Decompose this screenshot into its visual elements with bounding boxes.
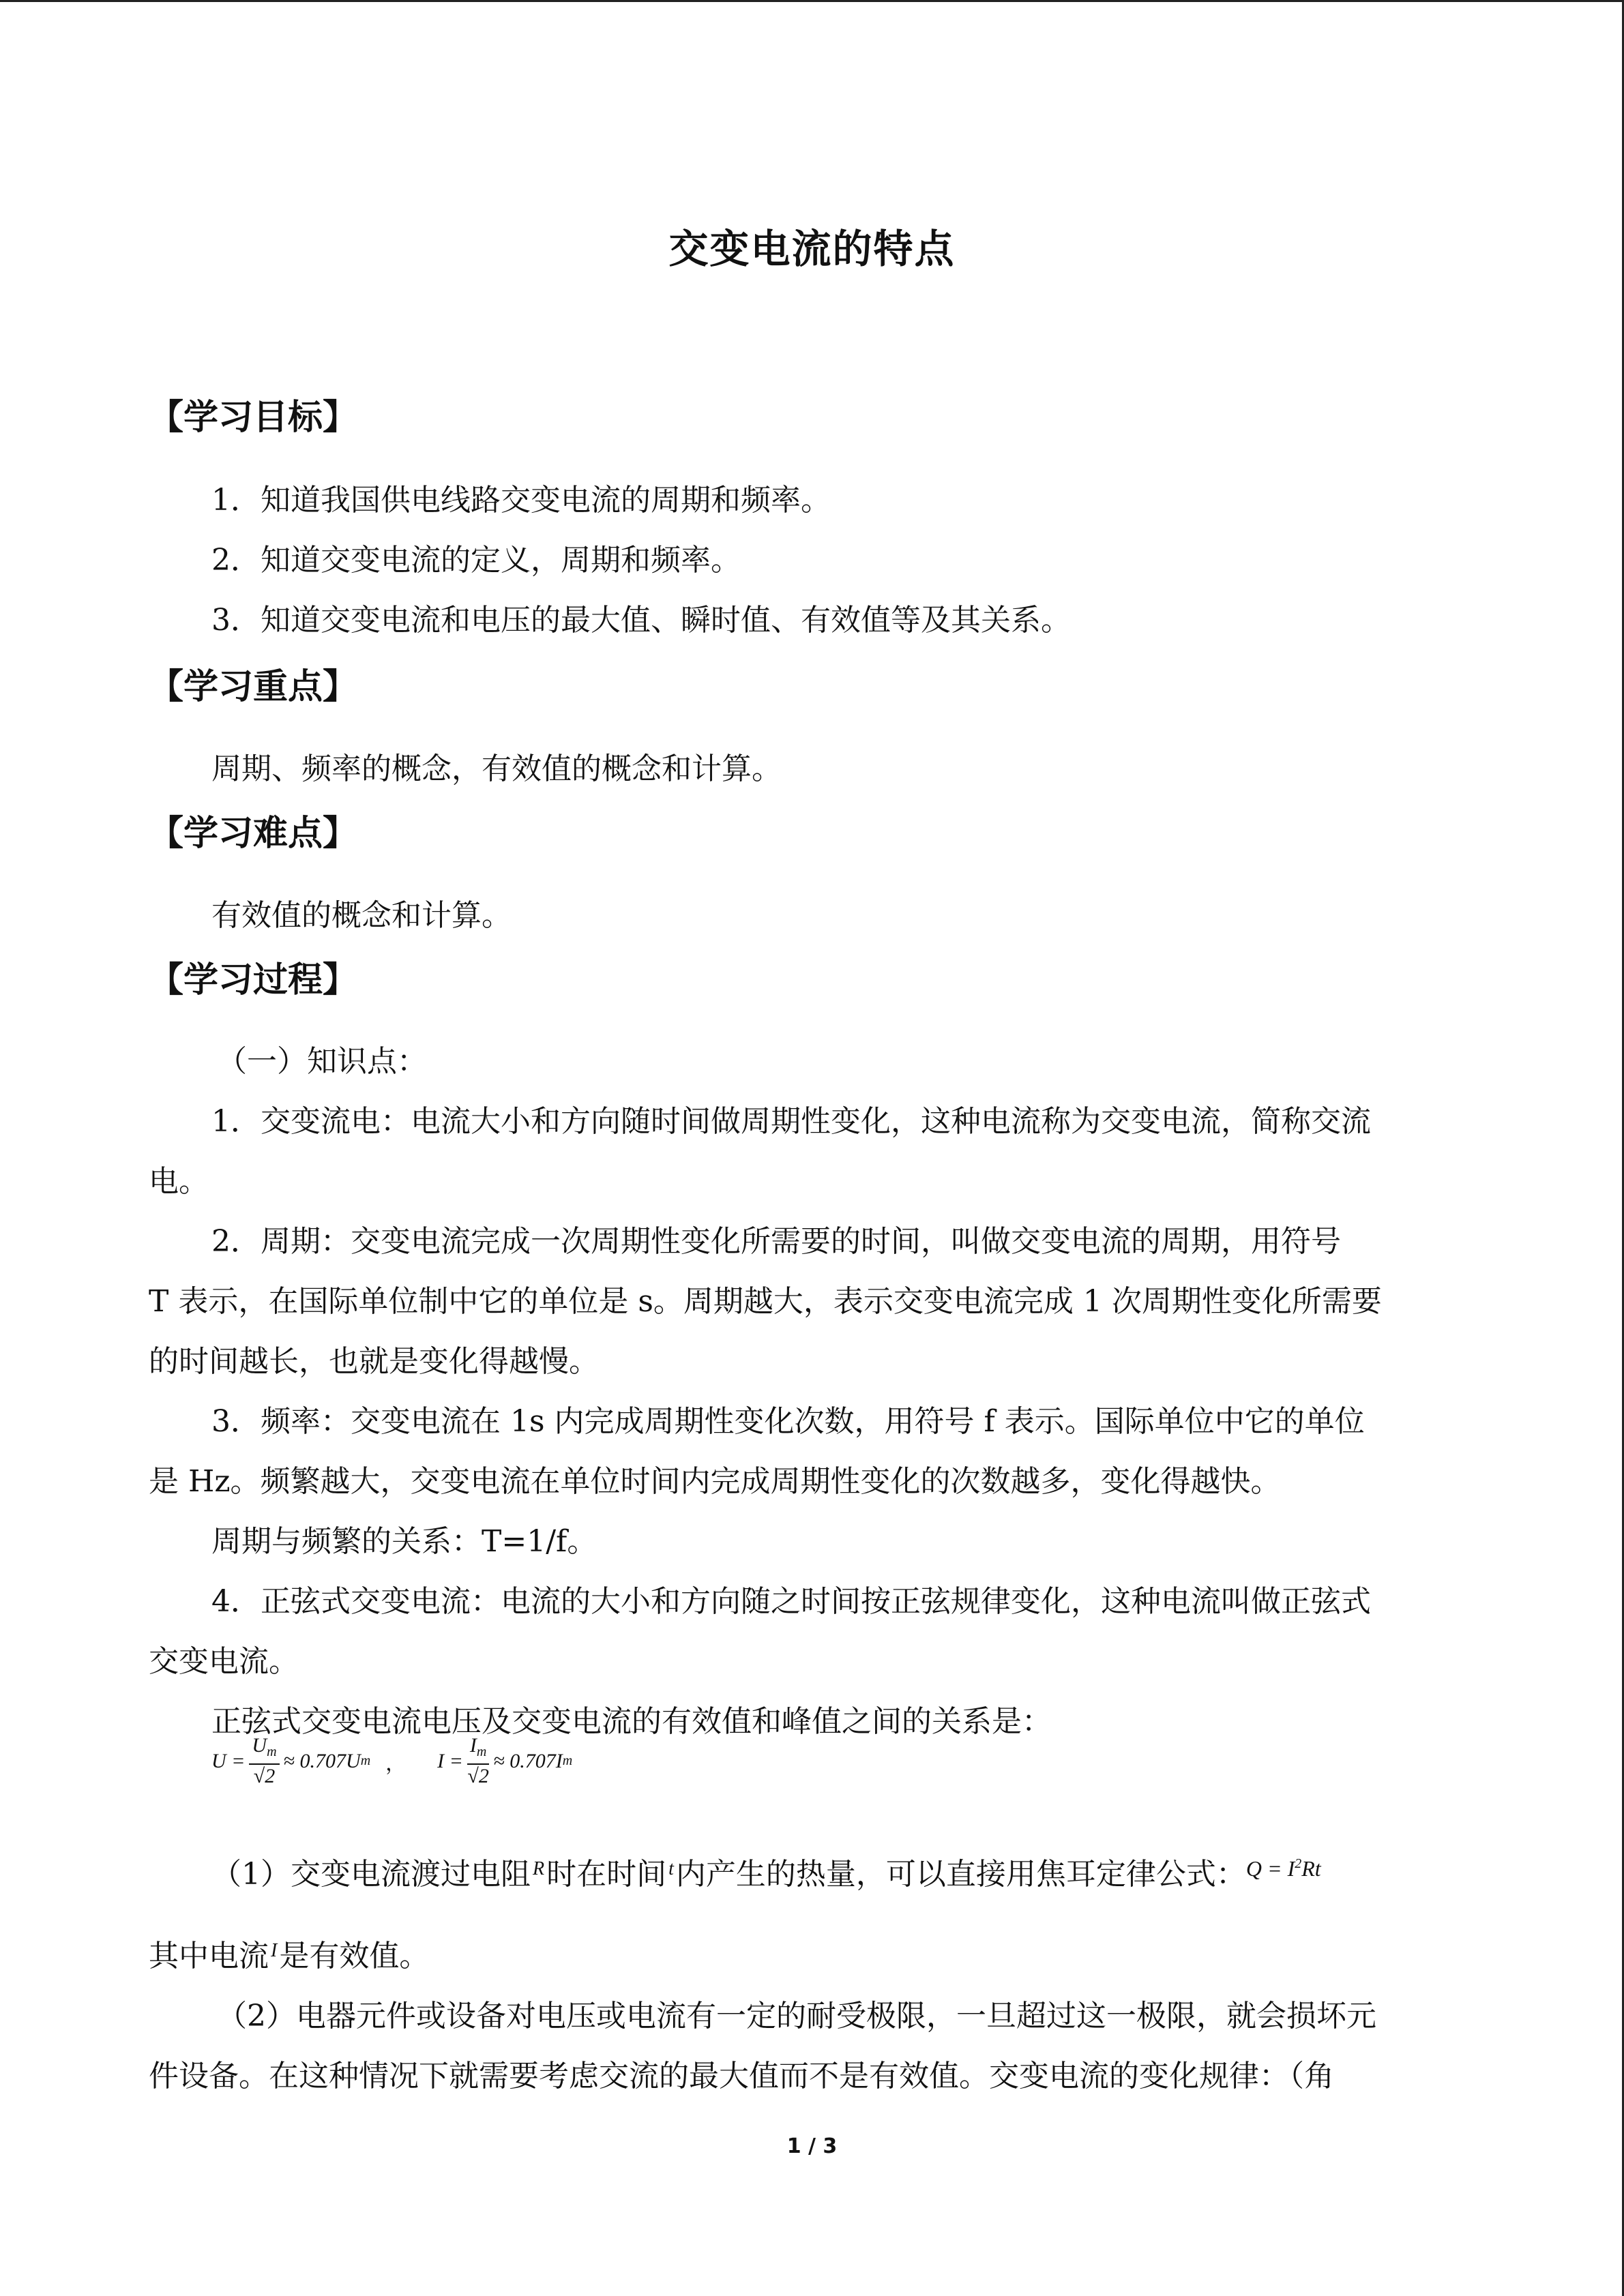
top-border <box>0 0 1624 2</box>
para-4-line-2: 交变电流。 <box>149 1644 299 1679</box>
item-1-text-c: 内产生的热量，可以直接用焦耳定律公式： <box>675 1857 1246 1892</box>
symbol-i: I <box>271 1940 278 1961</box>
formula-i-left: I = <box>437 1749 463 1772</box>
section-heading-process: 【学习过程】 <box>149 960 358 1000</box>
formula-separator: ， <box>385 1752 407 1775</box>
knowledge-heading: （一）知识点： <box>217 1044 427 1079</box>
item-1-line-1 <box>211 1849 1321 1893</box>
goal-item-2: 2．知道交变电流的定义，周期和频率。 <box>211 543 741 578</box>
formula-i-denominator: √2 <box>467 1765 489 1787</box>
rms-relation-text: 正弦式交变电流电压及交变电流的有效值和峰值之间的关系是： <box>211 1704 1052 1739</box>
page-title: 交变电流的特点 <box>668 226 956 272</box>
difficulty-text: 有效值的概念和计算。 <box>211 898 512 933</box>
formula-i-right: ≈ 0.707I <box>493 1749 563 1772</box>
formula-u-denominator: √2 <box>253 1765 276 1787</box>
goal-item-1: 1．知道我国供电线路交变电流的周期和频率。 <box>211 483 831 518</box>
formula-u-numerator-sub: m <box>267 1744 277 1759</box>
item-1-text-a: （1）交变电流渡过电阻 <box>211 1857 531 1892</box>
para-1-line-1: 1．交变流电：电流大小和方向随时间做周期性变化，这种电流称为交变电流，简称交流 <box>211 1104 1371 1139</box>
goal-item-3: 3．知道交变电流和电压的最大值、瞬时值、有效值等及其关系。 <box>211 603 1071 638</box>
formula-u-fraction <box>249 1734 279 1788</box>
section-heading-focus: 【学习重点】 <box>149 667 358 707</box>
formula-u-left: U = <box>211 1749 246 1772</box>
item-1-line-2-a: 其中电流 <box>149 1939 269 1973</box>
formula-u-right: ≈ 0.707U <box>283 1749 361 1772</box>
joule-formula-right: Rt <box>1301 1856 1321 1881</box>
item-1-line-2-b: 是有效值。 <box>279 1939 430 1973</box>
joule-formula-sup: 2 <box>1295 1856 1302 1871</box>
formula-i-numerator: I <box>469 1734 477 1757</box>
focus-text: 周期、频率的概念，有效值的概念和计算。 <box>211 751 782 786</box>
para-3-line-1: 3．频率：交变电流在 1s 内完成周期性变化次数，用符号 f 表示。国际单位中它的单位 <box>211 1404 1365 1439</box>
section-heading-difficulty: 【学习难点】 <box>149 814 358 854</box>
joule-formula-left: Q = I <box>1245 1856 1295 1881</box>
formula-i-numerator-sub: m <box>476 1744 487 1759</box>
para-2-line-2: T 表示，在国际单位制中它的单位是 s。周期越大，表示交变电流完成 1 次周期性变化所需要 <box>149 1284 1382 1319</box>
para-1-line-2: 电。 <box>149 1164 209 1199</box>
para-2-line-1: 2．周期：交变电流完成一次周期性变化所需要的时间，叫做交变电流的周期，用符号 <box>211 1224 1341 1259</box>
item-1-text-b: 时在时间 <box>546 1857 667 1892</box>
para-4-line-1: 4．正弦式交变电流：电流的大小和方向随之时间按正弦规律变化，这种电流叫做正弦式 <box>211 1584 1371 1619</box>
item-1-line-2 <box>149 1931 429 1975</box>
page-number: 1 / 3 <box>786 2134 838 2158</box>
formula-i-right-sub: m <box>562 1753 573 1768</box>
rms-peak-formula <box>211 1734 572 1788</box>
section-heading-goals: 【学习目标】 <box>149 398 358 438</box>
item-2-line-2: 件设备。在这种情况下就需要考虑交流的最大值而不是有效值。交变电流的变化规律：（角 <box>149 2059 1334 2093</box>
formula-i-fraction <box>467 1734 489 1788</box>
joule-formula <box>1246 1856 1321 1881</box>
formula-u-right-sub: m <box>360 1753 371 1768</box>
item-2-line-1: （2）电器元件或设备对电压或电流有一定的耐受极限，一旦超过这一极限，就会损坏元 <box>217 1999 1376 2033</box>
period-frequency-relation: 周期与频繁的关系：T=1/f。 <box>211 1524 597 1559</box>
symbol-r: R <box>533 1858 545 1879</box>
symbol-t: t <box>668 1858 674 1879</box>
para-2-line-3: 的时间越长，也就是变化得越慢。 <box>149 1344 599 1379</box>
para-3-line-2: 是 Hz。频繁越大，交变电流在单位时间内完成周期性变化的次数越多，变化得越快。 <box>149 1464 1281 1499</box>
formula-u-numerator: U <box>252 1734 267 1757</box>
